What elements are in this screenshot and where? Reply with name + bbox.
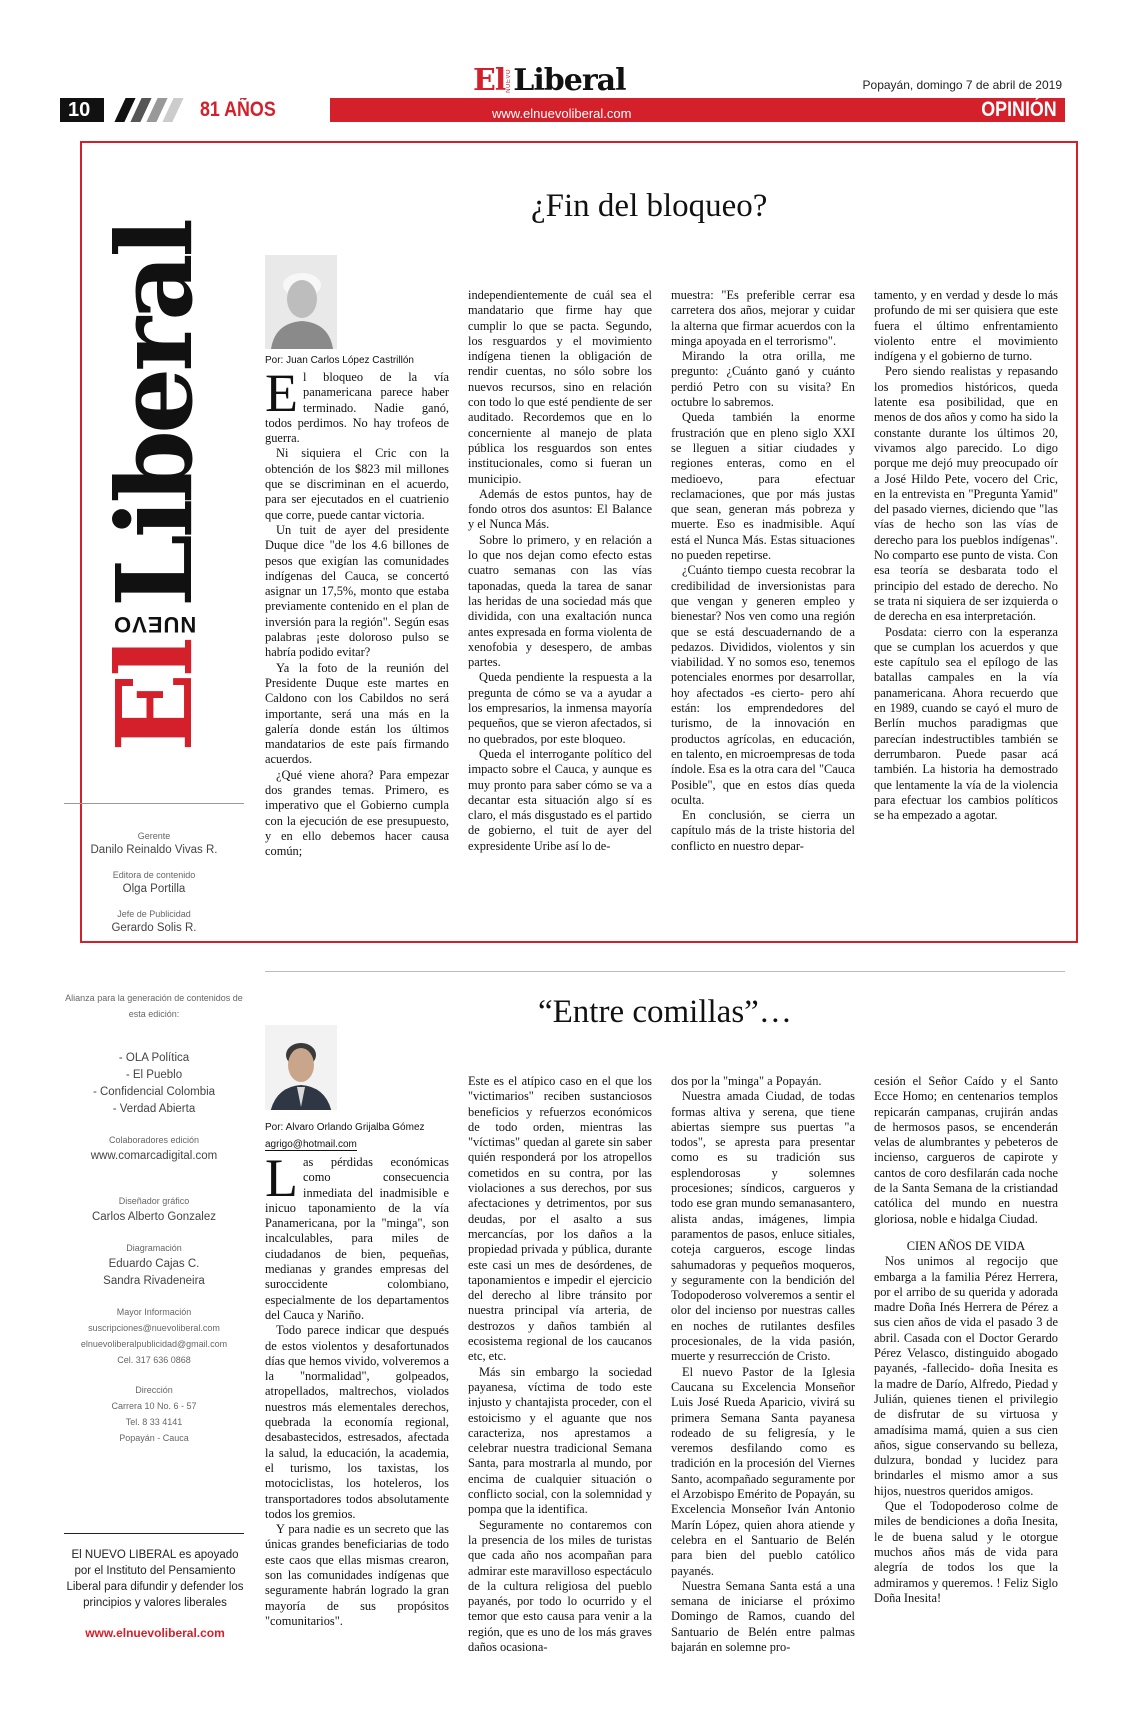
- article-divider: [265, 971, 1065, 972]
- info-value: Cel. 317 636 0868: [117, 1355, 191, 1365]
- author-portrait-icon: [265, 1025, 337, 1110]
- support-text: El NUEVO LIBERAL es apoyado por el Instituto del Pensamiento Liberal para difundir y defender los principios y valores liberales: [66, 1549, 244, 1609]
- vertical-logo-liberal: Liberal: [93, 222, 216, 608]
- author-portrait-icon: [265, 255, 337, 349]
- staff-label: Editora de contenido: [112, 870, 196, 880]
- staff-label: Jefe de Publicidad: [117, 909, 191, 919]
- article-column: dos por la "minga" a Popayán. Nuestra amada Ciudad, de todas formas altiva y serena, que tiene abiertas siempre sus puertas "a todos", se apresta para presentar como es su tradición sus esplendorosas y solemnes procesiones; síndicos, cargueros y todo ese gran mundo semanasantero, alista andas, imágenes, limpia paramentos de pasos, enluce sitiales, coteja cargueros, escoge lindas sahumadoras y pequeños moqueros, y seguramente con la bendición del Todopoderoso volveremos a sentir el olor del incienso por nuestras calles en noches de rutilantes desfiles procesionales, de la vida pasión, muerte y resurrección de Cristo. El nuevo Pastor de la Iglesia Caucana su Excelencia Monseñor Luis José Rueda Aparicio, vivirá su primera Semana Santa payanesa rodeado de su feligresía, y le veremos desfilando como es tradición en la procesión del Viernes Santo, acompañado seguramente por el Arzobispo Emérito de Popayán, su Excelencia Monseñor Iván Antonio Marín López, quien ahora atiende y celebra en el Santuario de Belén para bien del pueblo católico payanés. Nuestra Semana Santa está a una semana de iniciarse el próximo Domingo de Ramos, cuando del Santuario de Belén entre palmas bajarán en solemne pro-: [671, 1074, 855, 1654]
- section-name: OPINIÓN: [981, 98, 1057, 121]
- page-number: 10: [60, 98, 104, 122]
- drop-cap: E: [265, 370, 298, 423]
- article-column: independientemente de cuál sea el mandatario que firme hay que cumplir lo que se pacta. Segundo, los resguardos y el movimiento indígena tienen la obligación de rendir cuentas, no sólo sobre los nuevos recursos, sino en relación con todo lo que esté pendiente de ser auditado. Recordemos que en lo concerniente al manejo de plata pública los resguardos son entes institucionales, como si fueran un municipio. Además de estos puntos, hay de fondo otros dos asuntos: El Balance y el Nunca Más. Sobre lo primero, y en relación a lo que nos dejan como efecto estas cuatro semanas con las vías taponadas, queda la tarea de sanar las heridas de una sociedad más que dividida, con una exaltación nunca antes expresada en forma violenta de xenofobia y desespero, de ambas partes. Queda pendiente la respuesta a la pregunta de cómo se va a ayudar a los empresarios, la inmensa mayoría pequeños, que se vieron afectados, si no quebrados, por este bloqueo. Queda el interrogante político del impacto sobre el Cauca, y aunque es muy pronto para saber cómo se va a decantar esta situación algo sí es claro, el más disgustado es el partido de gobierno, el tuit de ayer del expresidente Uribe así lo de-: [468, 288, 652, 853]
- layout-value: Sandra Rivadeneira: [103, 1275, 205, 1287]
- vertical-logo-el: El: [93, 641, 216, 752]
- partner-item: - OLA Política: [118, 1052, 190, 1064]
- collab-label: Colaboradores edición: [108, 1135, 200, 1145]
- logo-liberal: Liberal: [513, 63, 626, 98]
- layout-label: Diagramación: [126, 1243, 182, 1253]
- collab-value[interactable]: www.comarcadigital.com: [90, 1150, 218, 1162]
- article-column: muestra: "Es preferible cerrar esa carretera dos años, mejorar y cuidar la alterna que firmar acuerdos con la minga apoyada en el terrorismo". Mirando la otra orilla, me pregunto: ¿Cuánto ganó y cuánto perdió Petro con su visita? En octubre lo sabremos. Queda también la enorme frustración que en pleno siglo XXI se lleguen a sitiar ciudades y regiones enteras, como en el medioevo, para efectuar reclamaciones, que por más justas que sean, generan más pobreza y muerte. Eso es inadmisible. Aquí está el Nunca Más. Estas situaciones no pueden repetirse. ¿Cuánto tiempo cuesta recobrar la credibilidad de inversionistas para que vengan y generen empleo y bienestar? Nos ven como una región que se está descuadernando de a pedazos. Divididos, violentos y sin viabilidad. Y no somos eso, tenemos potenciales enormes por desarrollar, hoy afectados -es cierto- pero ahí están: los emprendedores del turismo, de la innovación en productos agrícolas, en educación, en talento, en microempresas de toda índole. Esa es la otra cara del "Cauca Posible", que en estos días queda oculta. En conclusión, se cierra un capítulo más de la triste historia del conflicto en nuestro depar-: [671, 288, 855, 853]
- edition-date: Popayán, domingo 7 de abril de 2019: [862, 78, 1062, 92]
- section-red-bar: [330, 98, 1065, 122]
- article-author: Por: Juan Carlos López Castrillón: [265, 355, 414, 366]
- logo-nuevo: NUEVO: [506, 69, 513, 93]
- address-label: Dirección: [135, 1385, 173, 1395]
- article-title: ¿Fin del bloqueo?: [531, 188, 768, 224]
- article-column: tamento, y en verdad y desde lo más profundo de mi ser quisiera que este fuera el último enfrentamiento violento entre el movimiento indígena y el gobierno de turno. Pero siendo realistas y repasando los promedios históricos, queda latente esa posibilidad, que en menos de dos años y como ha sido la constante durante los últimos 20, vivamos algo parecido. Lo digo porque me dejó muy preocupado oír a José Hildo Pete, vocero del Cric, en la entrevista en "Pregunta Yamid" del pasado viernes, diciendo que "las vías de hecho son las vías de derecho para los pueblos indígenas". No comparto ese punto de vista. Con esa teoría se desbarata todo el principio del estado de derecho. No se trata ni siquiera de ser izquierda o de derecha en esa interpretación. Posdata: cierro con la esperanza que se cumplan los acuerdos y que este capítulo sea el epílogo de las batallas campales en la vía panamericana. Ahora recuerdo que en 1989, cuando se cayó el muro de Berlín muchos paradigmas que parecían indestructibles también se derrumbaron. Puede pasar acá también. La historia ha demostrado que lentamente la vía de la violencia para efectuar los cambios políticos se ha empezado a agotar.: [874, 288, 1058, 823]
- designer-value: Carlos Alberto Gonzalez: [91, 1211, 216, 1223]
- article-title: “Entre comillas”…: [538, 994, 792, 1030]
- staff-value: Danilo Reinaldo Vivas R.: [90, 844, 218, 856]
- article-column: Las pérdidas económicas como consecuencia inmediata del inadmisible e inicuo taponamiento de la vía Panamericana, por la "minga", son incalculables, para miles de ciudadanos de bien, pequeñas, medianas y grandes empresas del suroccidente colombiano, especialmente de los departamentos del Cauca y Nariño. Todo parece indicar que después de estos violentos y desafortunados días que hemos vivido, volveremos a la "normalidad", golpeados, atropellados, maltrechos, violados nuestros más elementales derechos, quebrada la economía regional, desabastecidos, estresados, afectada la salud, la educación, la academia, el turismo, los taxistas, los motociclistas, los hoteleros, los transportadores todos absolutamente todos los gremios. Y para nadie es un secreto que las únicas grandes beneficiarias de todo este caos que ellas mismas crearon, son las comunidades indígenas que seguramente habrán logrado la gran mayoría de sus propósitos "comunitarios".: [265, 1155, 449, 1628]
- article-column: cesión el Señor Caído y el Santo Ecce Homo; en centenarios templos repicarán campanas, crujirán andas de hermosos pasos, se encenderán velas de alumbrantes y pebeteros de incienso, cargueros de capirote y cantos de coro desfilarán cada noche de la Santa Semana de la cristiandad católica del mundo en nuestra gloriosa, noble e hidalga Ciudad. CIEN AÑOS DE VIDA Nos unimos al regocijo que embarga a la familia Pérez Herrera, por el arribo de su querida y adorada madre Doña Inés Herrera de Pérez a sus cien años de vida el pasado 3 de abril. Casada con el Doctor Gerardo Pérez Velasco, distinguido abogado payanés, -fallecido- doña Inesita es la madre de Darío, Alfredo, Piedad y Julián, quienes tienen el privilegio de disfrutar de su virtuosa y amadísima mamá, quien a sus cien años, sigue conservando su belleza, dulzura, bondad y lucidez para brindarles el mismo amor a sus hijos, nuestros queridos amigos. Que el Todopoderoso colme de miles de bendiciones a doña Inesita, le de buena salud y le otorgue muchos años más de vida para alegría de todos los que la admiramos y queremos. ! Feliz Siglo Doña Inesita!: [874, 1074, 1058, 1605]
- alliance-box: [64, 990, 244, 1446]
- partner-item: - Confidencial Colombia: [92, 1086, 216, 1098]
- info-value[interactable]: suscripciones@nuevoliberal.com: [88, 1323, 220, 1333]
- subheading: CIEN AÑOS DE VIDA: [906, 1238, 1026, 1253]
- address-value: Carrera 10 No. 6 - 57: [111, 1401, 197, 1411]
- author-photo: [265, 255, 337, 349]
- article-column: Este es el atípico caso en el que los "victimarios" reciben sustanciosos beneficios y refuerzos económicos de todo orden, mientras las "víctimas" quedan al garete sin saber quién responderá por los atropellos cometidos en su contra, por las violaciones a sus derechos, por sus afectaciones y detrimentos, por sus deudas, por el asalto a sus mercancías, por los daños a la propiedad privada y pública, durante este casi un mes de desórdenes, de taponamientos e impedir el ejercicio del derecho al libre tránsito por nuestra principal vía arteria, de destrozos y daños también al ecosistema regional de los caucanos etc, etc. Más sin embargo la sociedad payanesa, víctima de todo este injusto y chantajista proceder, con el estoicismo y el aguante que nos caracteriza, nos aprestamos a celebrar nuestra tradicional Semana Santa, para mostrarla al mundo, por encima de cualquier situación o conflicto social, con la solemnidad y pompa que la identifica. Seguramente no contaremos con la presencia de los miles de turistas que cada año nos acompañan para admirar este maravilloso espectáculo de la cultura religiosa del pueblo payanés, por todo lo ocurrido y el temor que esto causa para venir a la región, que es uno de los más graves daños ocasiona-: [468, 1074, 652, 1654]
- info-label: Mayor Información: [116, 1307, 192, 1317]
- staff-value: Olga Portilla: [122, 883, 186, 895]
- website-link[interactable]: www.elnuevoliberal.com: [492, 106, 632, 121]
- staff-box: [64, 822, 244, 934]
- layout-value: Eduardo Cajas C.: [108, 1258, 200, 1270]
- article-author: Por: Alvaro Orlando Grijalba Gómez: [265, 1122, 425, 1133]
- staff-value: Gerardo Solis R.: [111, 922, 197, 934]
- staff-label: Gerente: [137, 831, 171, 841]
- sidebar-divider: [64, 1533, 244, 1534]
- vertical-logo-nuevo: NUEVO: [113, 612, 197, 638]
- masthead-logo[interactable]: [473, 58, 653, 96]
- info-value[interactable]: elnuevoliberalpublicidad@gmail.com: [80, 1339, 228, 1349]
- support-url[interactable]: www.elnuevoliberal.com: [85, 1626, 225, 1640]
- designer-label: Diseñador gráfico: [118, 1196, 190, 1206]
- logo-el: El: [473, 63, 506, 98]
- article-column: El bloqueo de la vía panamericana parece haber terminado. Nadie ganó, todos perdimos. No hay trofeos de guerra. Ni siquiera el Cric con la obtención de los $823 mil millones que se discriminan en el acuerdo, para ser ejecutados en el cuatrienio que corre, puede cantar victoria. Un tuit de ayer del presidente Duque dice "de los 4.6 billones de pesos que exigían las comunidades indígenas del Cauca, se concertó asignar un 17,5%, monto que estaba previamente contenido en el plan de inversión para la región". Según esas palabras ¡este doloroso pulso se habría podido evitar? Ya la foto de la reunión del Presidente Duque este martes en Caldono con los Cabildos no será importante, será una más en la galería donde están los últimos mandatarios de este país firmando acuerdos. ¿Qué viene ahora? Para empezar dos grandes temas. Primero, es imperativo que el Gobierno cumpla con la ejecución de ese presupuesto, y en ello debemos hacer causa común;: [265, 370, 449, 859]
- sidebar-divider: [64, 803, 244, 804]
- address-value: Popayán - Cauca: [119, 1433, 189, 1443]
- vertical-logo: [93, 172, 216, 752]
- author-email[interactable]: agrigo@hotmail.com: [265, 1139, 357, 1150]
- anniversary-label: 81 AÑOS: [200, 98, 276, 121]
- address-value: Tel. 8 33 4141: [125, 1417, 183, 1427]
- partner-item: - El Pueblo: [125, 1069, 183, 1081]
- author-photo: [265, 1025, 337, 1110]
- partner-item: - Verdad Abierta: [112, 1103, 196, 1115]
- alliance-label: Alianza para la generación de contenidos de esta edición:: [65, 993, 243, 1019]
- drop-cap: L: [265, 1155, 298, 1208]
